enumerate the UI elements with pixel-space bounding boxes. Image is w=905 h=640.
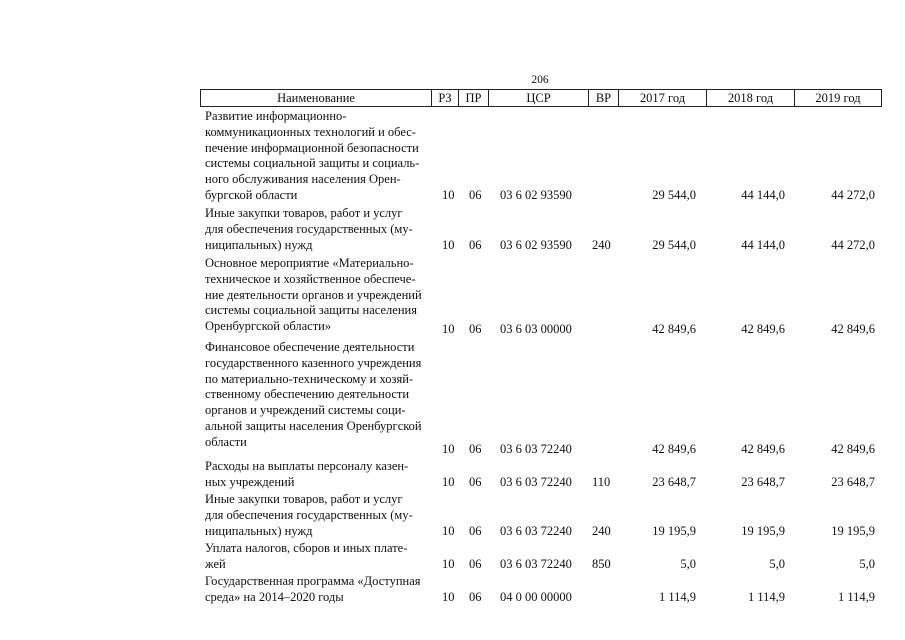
column-header-rz: РЗ [431, 90, 458, 106]
row-2018: 23 648,7 [741, 475, 785, 490]
table-row [0, 492, 905, 540]
row-vr: 850 [592, 557, 611, 572]
row-2019: 23 648,7 [831, 475, 875, 490]
row-2019: 44 272,0 [831, 238, 875, 253]
row-name: Государственная программа «Доступная среда» на 2014–2020 годы [205, 574, 421, 604]
column-header-vr: ВР [588, 90, 618, 106]
row-2019: 42 849,6 [831, 322, 875, 337]
row-2018: 1 114,9 [747, 590, 785, 605]
row-vr: 240 [592, 524, 611, 539]
row-vr: 240 [592, 238, 611, 253]
row-2019: 42 849,6 [831, 442, 875, 457]
row-csr: 04 0 00 00000 [500, 590, 572, 605]
row-2018: 5,0 [769, 557, 785, 572]
row-2019: 5,0 [859, 557, 875, 572]
row-pr: 06 [469, 524, 482, 539]
row-pr: 06 [469, 557, 482, 572]
row-name: Развитие информационно- коммуникационных технологий и обес- печение информационной безопасности системы социальной защиты и социаль- ного обслуживания населения Орен- бургской области [205, 109, 420, 202]
row-rz: 10 [442, 238, 455, 253]
row-name: Иные закупки товаров, работ и услуг для обеспечения государственных (му- ниципальных) нужд [205, 492, 413, 538]
table-row [0, 206, 905, 254]
table-row [0, 340, 905, 458]
row-pr: 06 [469, 238, 482, 253]
row-2018: 19 195,9 [741, 524, 785, 539]
table-row [0, 459, 905, 491]
row-rz: 10 [442, 557, 455, 572]
row-csr: 03 6 03 00000 [500, 322, 572, 337]
row-2019: 19 195,9 [831, 524, 875, 539]
row-rz: 10 [442, 188, 455, 203]
row-2017: 29 544,0 [652, 188, 696, 203]
row-rz: 10 [442, 590, 455, 605]
row-2018: 42 849,6 [741, 442, 785, 457]
row-vr: 110 [592, 475, 611, 490]
row-2017: 19 195,9 [652, 524, 696, 539]
row-2018: 44 144,0 [741, 188, 785, 203]
row-pr: 06 [469, 322, 482, 337]
row-rz: 10 [442, 475, 455, 490]
table-row [0, 109, 905, 204]
row-csr: 03 6 02 93590 [500, 238, 572, 253]
column-header-2018: 2018 год [706, 90, 794, 106]
row-2017: 1 114,9 [658, 590, 696, 605]
row-rz: 10 [442, 524, 455, 539]
row-name: Основное мероприятие «Материально- техническое и хозяйственное обеспече- ние деятельности органов и учреждений системы социальной защиты населения Оренбургской области» [205, 256, 422, 334]
row-rz: 10 [442, 322, 455, 337]
table-row [0, 574, 905, 606]
row-2019: 44 272,0 [831, 188, 875, 203]
table-row [0, 256, 905, 338]
row-csr: 03 6 03 72240 [500, 557, 572, 572]
row-2017: 29 544,0 [652, 238, 696, 253]
row-csr: 03 6 02 93590 [500, 188, 572, 203]
row-rz: 10 [442, 442, 455, 457]
row-csr: 03 6 03 72240 [500, 475, 572, 490]
row-2017: 5,0 [680, 557, 696, 572]
row-pr: 06 [469, 590, 482, 605]
row-2018: 44 144,0 [741, 238, 785, 253]
row-2019: 1 114,9 [837, 590, 875, 605]
row-2018: 42 849,6 [741, 322, 785, 337]
page-number: 206 [531, 74, 549, 86]
row-name: Уплата налогов, сборов и иных плате- жей [205, 541, 408, 571]
row-pr: 06 [469, 475, 482, 490]
row-csr: 03 6 03 72240 [500, 524, 572, 539]
row-pr: 06 [469, 188, 482, 203]
row-pr: 06 [469, 442, 482, 457]
column-header-pr: ПР [458, 90, 488, 106]
table-row [0, 541, 905, 573]
column-header-2017: 2017 год [618, 90, 706, 106]
column-header-2019: 2019 год [794, 90, 881, 106]
row-2017: 42 849,6 [652, 442, 696, 457]
row-csr: 03 6 03 72240 [500, 442, 572, 457]
row-2017: 42 849,6 [652, 322, 696, 337]
row-name: Расходы на выплаты персоналу казен- ных учреждений [205, 459, 409, 489]
table-header [200, 89, 882, 107]
column-header-name: Наименование [277, 91, 355, 105]
column-header-csr: ЦСР [488, 90, 588, 106]
row-name: Иные закупки товаров, работ и услуг для обеспечения государственных (му- ниципальных) нужд [205, 206, 413, 252]
row-2017: 23 648,7 [652, 475, 696, 490]
row-name: Финансовое обеспечение деятельности государственного казенного учреждения по материально-техническому и хозяй- ственному обеспечению деятельности органов и учреждений системы соци- альной защиты населения Оренбургской области [205, 340, 422, 449]
